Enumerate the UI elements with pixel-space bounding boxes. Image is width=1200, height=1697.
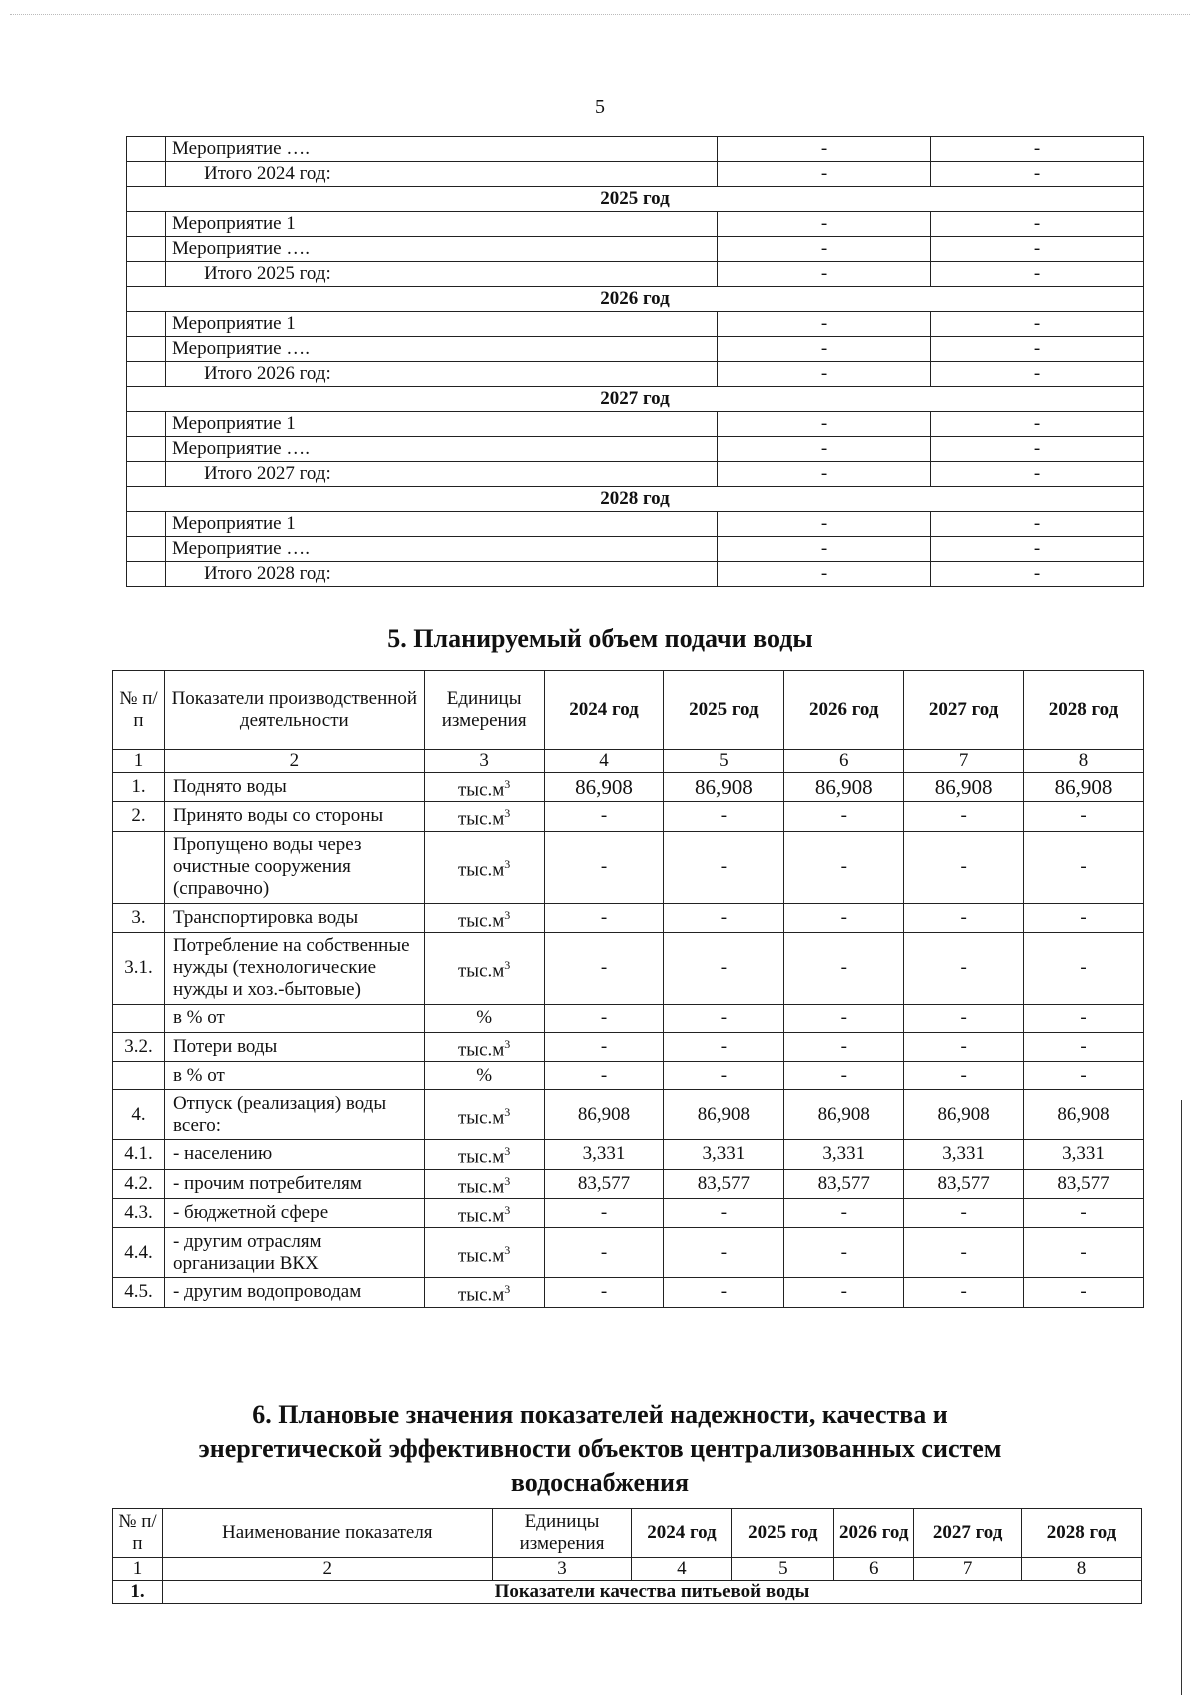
column-number-cell: 5: [732, 1558, 834, 1581]
unit-cell: $тыс.м^3$: [424, 903, 544, 932]
value-cell: -: [931, 137, 1144, 162]
header-cell: 2027 год: [904, 671, 1024, 750]
value-cell: -: [718, 437, 931, 462]
header-cell: 2024 год: [544, 671, 664, 750]
unit-cell: $тыс.м^3$: [424, 802, 544, 831]
event-label: Мероприятие ….: [166, 137, 718, 162]
event-label: Мероприятие 1: [166, 412, 718, 437]
header-cell: 2025 год: [664, 671, 784, 750]
value-cell: -: [1024, 1032, 1144, 1061]
row-number-cell: 3.2.: [113, 1032, 165, 1061]
unit-cell: $тыс.м^3$: [424, 1140, 544, 1169]
row-number-cell: [127, 337, 166, 362]
total-label: Итого 2028 год:: [166, 562, 718, 587]
column-number-row: [113, 750, 1144, 773]
value-cell: -: [1024, 1062, 1144, 1090]
value-cell: -: [664, 1032, 784, 1061]
value-cell: -: [904, 1062, 1024, 1090]
value-cell: -: [718, 462, 931, 487]
value-cell: 3,331: [904, 1140, 1024, 1169]
indicator-name: Поднято воды: [164, 773, 424, 802]
page-number: 5: [595, 96, 605, 118]
year-header-row: [127, 487, 1144, 512]
row-number-cell: 4.: [113, 1090, 165, 1140]
row-number-cell: [113, 1004, 165, 1032]
header-cell: Единицы измерения: [492, 1509, 632, 1558]
column-number-cell: 6: [834, 1558, 914, 1581]
value-cell: 83,577: [1024, 1169, 1144, 1198]
row-number-cell: [113, 831, 165, 903]
value-cell: -: [784, 1004, 904, 1032]
value-cell: -: [904, 1198, 1024, 1227]
value-cell: 86,908: [664, 773, 784, 802]
value-cell: -: [931, 437, 1144, 462]
row-number-cell: [127, 437, 166, 462]
value-cell: -: [718, 262, 931, 287]
header-cell: 2026 год: [834, 1509, 914, 1558]
section-title-cell: Показатели качества питьевой воды: [162, 1581, 1141, 1604]
column-number-cell: 8: [1024, 750, 1144, 773]
value-cell: -: [784, 802, 904, 831]
value-cell: -: [718, 212, 931, 237]
value-cell: -: [664, 932, 784, 1004]
value-cell: -: [664, 1278, 784, 1307]
total-label: Итого 2027 год:: [166, 462, 718, 487]
value-cell: 86,908: [1024, 1090, 1144, 1140]
header-cell: Показатели производственной деятельности: [164, 671, 424, 750]
row-number-cell: 4.3.: [113, 1198, 165, 1227]
header-cell: 2024 год: [632, 1509, 732, 1558]
value-cell: 83,577: [784, 1169, 904, 1198]
year-header: 2028 год: [127, 487, 1144, 512]
section-row: [113, 1581, 1142, 1604]
value-cell: -: [1024, 1228, 1144, 1278]
column-number-cell: 7: [914, 1558, 1022, 1581]
value-cell: -: [784, 903, 904, 932]
value-cell: -: [544, 831, 664, 903]
value-cell: -: [718, 537, 931, 562]
value-cell: -: [931, 412, 1144, 437]
indicator-name: - другим отраслям организации ВКХ: [164, 1228, 424, 1278]
column-number-cell: 5: [664, 750, 784, 773]
table-row: [127, 362, 1144, 387]
row-number-cell: 4.5.: [113, 1278, 165, 1307]
value-cell: 83,577: [664, 1169, 784, 1198]
value-cell: -: [904, 802, 1024, 831]
value-cell: 86,908: [904, 1090, 1024, 1140]
value-cell: 86,908: [904, 773, 1024, 802]
header-cell: 2025 год: [732, 1509, 834, 1558]
table-row: [113, 1278, 1144, 1307]
event-label: Мероприятие 1: [166, 212, 718, 237]
value-cell: -: [904, 932, 1024, 1004]
row-number-cell: [127, 237, 166, 262]
value-cell: -: [904, 1278, 1024, 1307]
year-header: 2027 год: [127, 387, 1144, 412]
total-label: Итого 2025 год:: [166, 262, 718, 287]
row-number-cell: 4.2.: [113, 1169, 165, 1198]
event-label: Мероприятие ….: [166, 437, 718, 462]
value-cell: -: [544, 1062, 664, 1090]
value-cell: 3,331: [784, 1140, 904, 1169]
unit-cell: $тыс.м^3$: [424, 831, 544, 903]
value-cell: -: [784, 831, 904, 903]
event-label: Мероприятие ….: [166, 537, 718, 562]
column-number-cell: 2: [162, 1558, 492, 1581]
value-cell: -: [904, 903, 1024, 932]
row-number-cell: 1.: [113, 1581, 163, 1604]
column-number-cell: 3: [492, 1558, 632, 1581]
row-number-cell: [127, 562, 166, 587]
value-cell: -: [718, 512, 931, 537]
indicator-name: Транспортировка воды: [164, 903, 424, 932]
row-number-cell: [127, 537, 166, 562]
value-cell: 83,577: [544, 1169, 664, 1198]
year-header-row: [127, 287, 1144, 312]
value-cell: -: [664, 802, 784, 831]
event-label: Мероприятие ….: [166, 337, 718, 362]
row-number-cell: [127, 312, 166, 337]
value-cell: -: [784, 1032, 904, 1061]
scan-artifact-line: [10, 14, 1190, 15]
value-cell: 3,331: [1024, 1140, 1144, 1169]
unit-cell: $тыс.м^3$: [424, 1278, 544, 1307]
value-cell: -: [904, 1004, 1024, 1032]
table-row: [127, 137, 1144, 162]
value-cell: 86,908: [1024, 773, 1144, 802]
row-number-cell: 3.1.: [113, 932, 165, 1004]
row-number-cell: [127, 512, 166, 537]
header-cell: № п/п: [113, 1509, 163, 1558]
indicator-name: в % от: [164, 1004, 424, 1032]
value-cell: -: [718, 312, 931, 337]
column-number-cell: 3: [424, 750, 544, 773]
table-row: [113, 1198, 1144, 1227]
row-number-cell: 4.4.: [113, 1228, 165, 1278]
column-number-row: [113, 1558, 1142, 1581]
row-number-cell: 1.: [113, 773, 165, 802]
value-cell: -: [931, 212, 1144, 237]
table-row: [127, 562, 1144, 587]
table-row: [127, 537, 1144, 562]
indicator-name: Пропущено воды через очистные сооружения (справочно): [164, 831, 424, 903]
value-cell: -: [931, 237, 1144, 262]
value-cell: -: [664, 1062, 784, 1090]
header-cell: Наименование показателя: [162, 1509, 492, 1558]
section-6-title-line-1: 6. Плановые значения показателей надежности, качества и: [252, 1400, 948, 1429]
table-row: [113, 932, 1144, 1004]
table-row: [113, 1228, 1144, 1278]
value-cell: -: [784, 1278, 904, 1307]
column-number-cell: 1: [113, 750, 165, 773]
total-label: Итого 2024 год:: [166, 162, 718, 187]
value-cell: -: [664, 1004, 784, 1032]
value-cell: -: [784, 1062, 904, 1090]
value-cell: -: [1024, 1004, 1144, 1032]
unit-cell: $тыс.м^3$: [424, 1169, 544, 1198]
value-cell: -: [784, 932, 904, 1004]
value-cell: -: [931, 462, 1144, 487]
value-cell: -: [784, 1228, 904, 1278]
table-row: [127, 262, 1144, 287]
indicator-name: Принято воды со стороны: [164, 802, 424, 831]
header-cell: 2028 год: [1024, 671, 1144, 750]
value-cell: -: [544, 1278, 664, 1307]
indicator-name: Отпуск (реализация) воды всего:: [164, 1090, 424, 1140]
value-cell: -: [544, 1228, 664, 1278]
value-cell: -: [931, 337, 1144, 362]
value-cell: -: [904, 831, 1024, 903]
value-cell: -: [664, 1198, 784, 1227]
value-cell: -: [931, 537, 1144, 562]
header-cell: Единицы измерения: [424, 671, 544, 750]
year-header-row: [127, 187, 1144, 212]
section-5-title: 5. Планируемый объем подачи воды: [387, 624, 813, 653]
row-number-cell: [113, 1062, 165, 1090]
value-cell: -: [1024, 903, 1144, 932]
value-cell: -: [1024, 1198, 1144, 1227]
table-row: [113, 1169, 1144, 1198]
indicator-name: Потребление на собственные нужды (технологические нужды и хоз.-бытовые): [164, 932, 424, 1004]
event-label: Мероприятие 1: [166, 512, 718, 537]
column-number-cell: 4: [632, 1558, 732, 1581]
unit-cell: $тыс.м^3$: [424, 1032, 544, 1061]
value-cell: -: [904, 1228, 1024, 1278]
value-cell: -: [1024, 831, 1144, 903]
column-number-cell: 6: [784, 750, 904, 773]
value-cell: -: [931, 362, 1144, 387]
value-cell: 86,908: [544, 773, 664, 802]
value-cell: -: [718, 337, 931, 362]
row-number-cell: 3.: [113, 903, 165, 932]
indicator-name: - другим водопроводам: [164, 1278, 424, 1307]
value-cell: 86,908: [784, 773, 904, 802]
value-cell: -: [931, 562, 1144, 587]
value-cell: -: [544, 1198, 664, 1227]
row-number-cell: [127, 362, 166, 387]
value-cell: -: [544, 903, 664, 932]
value-cell: -: [904, 1032, 1024, 1061]
header-cell: 2028 год: [1022, 1509, 1142, 1558]
row-number-cell: 2.: [113, 802, 165, 831]
unit-cell: $тыс.м^3$: [424, 1228, 544, 1278]
value-cell: -: [718, 137, 931, 162]
value-cell: -: [931, 262, 1144, 287]
header-row: [113, 1509, 1142, 1558]
header-cell: № п/п: [113, 671, 165, 750]
indicator-name: Потери воды: [164, 1032, 424, 1061]
value-cell: -: [784, 1198, 904, 1227]
value-cell: -: [1024, 1278, 1144, 1307]
total-label: Итого 2026 год:: [166, 362, 718, 387]
value-cell: -: [718, 562, 931, 587]
year-header: 2026 год: [127, 287, 1144, 312]
table-row: [113, 903, 1144, 932]
year-header: 2025 год: [127, 187, 1144, 212]
column-number-cell: 2: [164, 750, 424, 773]
value-cell: -: [931, 162, 1144, 187]
section-6-title-line-3: водоснабжения: [510, 1468, 690, 1497]
unit-cell: $тыс.м^3$: [424, 1198, 544, 1227]
value-cell: -: [718, 162, 931, 187]
indicators-table: [112, 1508, 1142, 1604]
value-cell: -: [664, 1228, 784, 1278]
row-number-cell: [127, 462, 166, 487]
value-cell: -: [664, 831, 784, 903]
table-row: [127, 212, 1144, 237]
value-cell: 86,908: [544, 1090, 664, 1140]
header-row: [113, 671, 1144, 750]
event-label: Мероприятие ….: [166, 237, 718, 262]
table-row: [127, 412, 1144, 437]
table-row: [127, 337, 1144, 362]
year-header-row: [127, 387, 1144, 412]
indicator-name: - прочим потребителям: [164, 1169, 424, 1198]
header-cell: 2026 год: [784, 671, 904, 750]
column-number-cell: 1: [113, 1558, 163, 1581]
value-cell: -: [718, 412, 931, 437]
event-label: Мероприятие 1: [166, 312, 718, 337]
unit-cell: $тыс.м^3$: [424, 773, 544, 802]
table-row: [113, 1090, 1144, 1140]
row-number-cell: 4.1.: [113, 1140, 165, 1169]
table-row: [127, 162, 1144, 187]
value-cell: -: [931, 512, 1144, 537]
row-number-cell: [127, 412, 166, 437]
column-number-cell: 7: [904, 750, 1024, 773]
table-row: [113, 773, 1144, 802]
indicator-name: - бюджетной сфере: [164, 1198, 424, 1227]
indicator-name: - населению: [164, 1140, 424, 1169]
value-cell: -: [1024, 802, 1144, 831]
table-row: [127, 512, 1144, 537]
events-table: [126, 136, 1144, 587]
section-6-title-line-2: энергетической эффективности объектов централизованных систем: [198, 1434, 1002, 1463]
value-cell: 83,577: [904, 1169, 1024, 1198]
table-row: [127, 462, 1144, 487]
value-cell: -: [544, 802, 664, 831]
table-row: [127, 437, 1144, 462]
header-cell: 2027 год: [914, 1509, 1022, 1558]
value-cell: -: [664, 903, 784, 932]
value-cell: -: [544, 1032, 664, 1061]
value-cell: -: [718, 362, 931, 387]
row-number-cell: [127, 262, 166, 287]
unit-cell: %: [424, 1062, 544, 1090]
table-row: [113, 1004, 1144, 1032]
water-supply-table: [112, 670, 1144, 1308]
row-number-cell: [127, 212, 166, 237]
value-cell: -: [544, 932, 664, 1004]
value-cell: -: [931, 312, 1144, 337]
row-number-cell: [127, 162, 166, 187]
value-cell: -: [1024, 932, 1144, 1004]
table-row: [127, 237, 1144, 262]
column-number-cell: 4: [544, 750, 664, 773]
section-6-title: [0, 1398, 1200, 1500]
value-cell: 3,331: [664, 1140, 784, 1169]
unit-cell: $тыс.м^3$: [424, 932, 544, 1004]
table-row: [113, 1062, 1144, 1090]
table-row: [113, 1032, 1144, 1061]
column-number-cell: 8: [1022, 1558, 1142, 1581]
value-cell: -: [718, 237, 931, 262]
unit-cell: $тыс.м^3$: [424, 1090, 544, 1140]
table-row: [113, 1140, 1144, 1169]
value-cell: 3,331: [544, 1140, 664, 1169]
table-row: [113, 802, 1144, 831]
table-row: [127, 312, 1144, 337]
table-row: [113, 831, 1144, 903]
indicator-name: в % от: [164, 1062, 424, 1090]
value-cell: -: [544, 1004, 664, 1032]
value-cell: 86,908: [664, 1090, 784, 1140]
unit-cell: %: [424, 1004, 544, 1032]
row-number-cell: [127, 137, 166, 162]
value-cell: 86,908: [784, 1090, 904, 1140]
